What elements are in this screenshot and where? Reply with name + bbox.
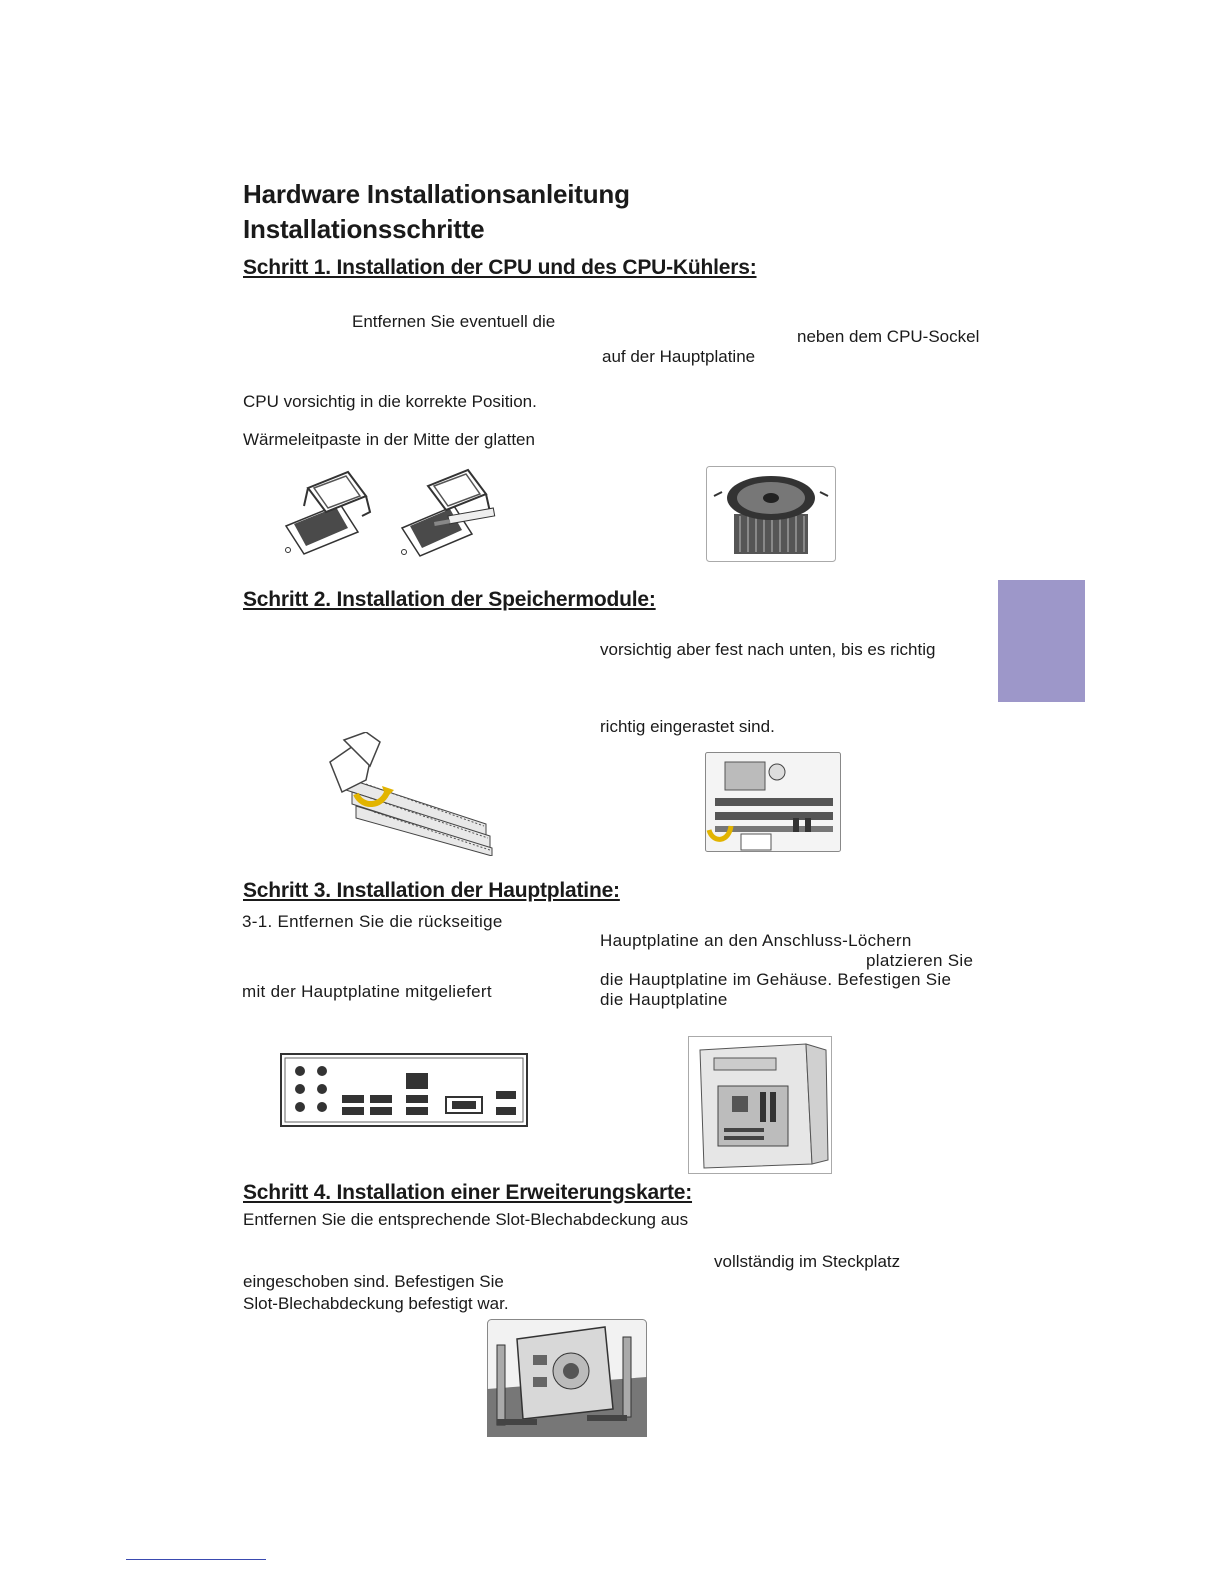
step3-line-6: die Hauptplatine xyxy=(600,990,728,1009)
step2-line-2: richtig eingerastet sind. xyxy=(600,717,775,736)
step1-line-5: Wärmeleitpaste in der Mitte der glatten xyxy=(243,430,535,449)
memory-install-icon xyxy=(705,752,841,852)
step4-line-3: eingeschoben sind. Befestigen Sie xyxy=(243,1272,504,1291)
dimm-slot-icon xyxy=(326,732,494,856)
step1-line-3: auf der Hauptplatine xyxy=(602,347,756,366)
pc-case-icon xyxy=(688,1036,832,1174)
expansion-card-icon xyxy=(487,1319,647,1437)
cpu-cooler-icon xyxy=(706,466,836,562)
step1-line-4: CPU vorsichtig in die korrekte Position. xyxy=(243,392,537,411)
step1-line-1: Entfernen Sie eventuell die xyxy=(352,312,556,331)
step1-heading: Schritt 1. Installation der CPU und des CPU-Kühlers: xyxy=(243,256,757,279)
footer-rule xyxy=(126,1559,266,1560)
step3-line-5: die Hauptplatine im Gehäuse. Befestigen Sie xyxy=(600,970,952,989)
step4-heading: Schritt 4. Installation einer Erweiterungskarte: xyxy=(243,1181,693,1204)
step2-line-1: vorsichtig aber fest nach unten, bis es richtig xyxy=(600,640,936,659)
step3-line-4: platzieren Sie xyxy=(866,951,974,970)
page-title: Hardware Installationsanleitung xyxy=(243,179,630,209)
step3-heading: Schritt 3. Installation der Hauptplatine: xyxy=(243,879,620,902)
step3-line-3: Hauptplatine an den Anschluss-Löchern xyxy=(600,931,912,950)
section-tab xyxy=(998,580,1085,702)
step4-line-2: vollständig im Steckplatz xyxy=(714,1252,901,1271)
step3-line-1: 3-1. Entfernen Sie die rückseitige xyxy=(242,912,503,931)
io-shield-icon xyxy=(280,1053,528,1127)
step3-line-2: mit der Hauptplatine mitgeliefert xyxy=(242,982,492,1001)
page-subtitle: Installationsschritte xyxy=(243,214,485,244)
step4-line-4: Slot-Blechabdeckung befestigt war. xyxy=(243,1294,509,1313)
thermal-paste-icon xyxy=(396,466,506,560)
cpu-socket-icon xyxy=(278,466,378,560)
step1-line-2: neben dem CPU-Sockel xyxy=(797,327,980,346)
step4-line-1: Entfernen Sie die entsprechende Slot-Blechabdeckung aus xyxy=(243,1210,689,1229)
step2-heading: Schritt 2. Installation der Speichermodule: xyxy=(243,588,656,611)
